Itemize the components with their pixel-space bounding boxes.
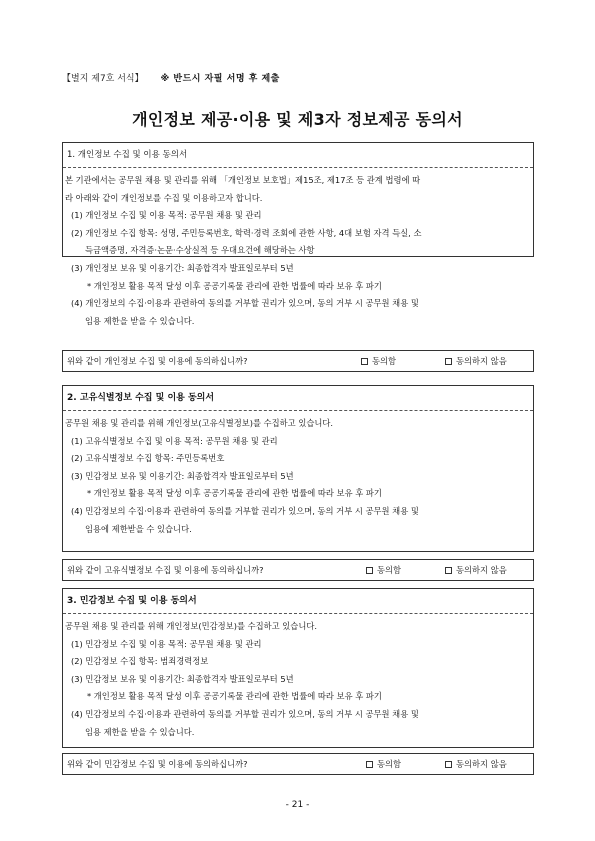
agree-option[interactable]	[366, 560, 401, 580]
list-note: * 개인정보 활용 목적 달성 이후 공공기록물 관리에 관한 법률에 따라 보유 후 파기	[87, 280, 382, 291]
list-item: (3) 민감정보 보유 및 이용기간: 최종합격자 발표일로부터 5년	[71, 673, 294, 684]
intro-text: 본 기관에서는 공무원 채용 및 관리를 위해 「개인정보 보호법」제15조, 제17조 등 관계 법령에 따	[65, 175, 421, 185]
disagree-option[interactable]	[445, 560, 507, 580]
consent-question: 위와 같이 고유식별정보 수집 및 이용에 동의하십니까?	[67, 565, 264, 575]
section-body	[63, 411, 533, 542]
list-item: (4) 개인정보의 수집·이용과 관련하여 동의를 거부할 권리가 있으며, 동의 거부 시 공무원 채용 및	[71, 298, 419, 309]
signature-note: ※ 반드시 자필 서명 후 제출	[160, 74, 280, 84]
intro-text: 라 아래와 같이 개인정보를 수집 및 이용하고자 합니다.	[65, 192, 263, 203]
list-item: (1) 민감정보 수집 및 이용 목적: 공무원 채용 및 관리	[71, 638, 262, 649]
consent-question: 위와 같이 민감정보 수집 및 이용에 동의하십니까?	[67, 759, 248, 769]
list-item: (4) 민감정보의 수집·이용과 관련하여 동의를 거부할 권리가 있으며, 동의 거부 시 공무원 채용 및	[71, 505, 419, 516]
agree-checkbox[interactable]	[366, 567, 373, 574]
section-personal-info	[62, 142, 534, 326]
list-item: (3) 개인정보 보유 및 이용기간: 최종합격자 발표일로부터 5년	[71, 262, 294, 273]
disagree-label: 동의하지 않음	[456, 565, 507, 575]
document-title: 개인정보 제공·이용 및 제3자 정보제공 동의서	[132, 110, 463, 129]
consent-row-unique-id-info	[62, 559, 534, 581]
agree-checkbox[interactable]	[361, 358, 368, 365]
consent-row-sensitive-info	[62, 753, 534, 775]
form-number: 【별지 제7호 서식】	[62, 74, 144, 84]
list-item: (1) 개인정보 수집 및 이용 목적: 공무원 채용 및 관리	[71, 210, 262, 221]
agree-option[interactable]	[366, 754, 401, 774]
agree-label: 동의함	[377, 759, 402, 769]
disagree-label: 동의하지 않음	[456, 759, 507, 769]
disagree-checkbox[interactable]	[445, 358, 452, 365]
list-item: 임용 제한을 받을 수 있습니다.	[85, 315, 195, 326]
section-heading: 3. 민감정보 수집 및 이용 동의서	[63, 589, 533, 614]
list-item: (3) 민감정보 보유 및 이용기간: 최종합격자 발표일로부터 5년	[71, 470, 294, 481]
disagree-label: 동의하지 않음	[456, 356, 507, 366]
section-sensitive-info	[62, 588, 534, 748]
section-heading: 2. 고유식별정보 수집 및 이용 동의서	[63, 386, 533, 411]
agree-checkbox[interactable]	[366, 761, 373, 768]
list-item: 임용에 제한받을 수 있습니다.	[85, 523, 192, 534]
section-unique-id-info	[62, 385, 534, 552]
page-number: - 21 -	[285, 800, 310, 810]
intro-text: 공무원 채용 및 관리를 위해 개인정보(민감정보)를 수집하고 있습니다.	[65, 621, 317, 631]
list-item: (1) 고유식별정보 수집 및 이용 목적: 공무원 채용 및 관리	[71, 435, 278, 446]
intro-text: 공무원 채용 및 관리를 위해 개인정보(고유식별정보)를 수집하고 있습니다.	[65, 418, 334, 428]
agree-label: 동의함	[372, 356, 397, 366]
list-item: (2) 개인정보 수집 항목: 성명, 주민등록번호, 학력·경력 조회에 관한 사항, 4대 보험 자격 득실, 소	[71, 227, 422, 238]
list-note: * 개인정보 활용 목적 달성 이후 공공기록물 관리에 관한 법률에 따라 보유 후 파기	[87, 488, 382, 499]
consent-row-personal-info	[62, 350, 534, 372]
disagree-option[interactable]	[445, 351, 507, 371]
list-item: (2) 고유식별정보 수집 항목: 주민등록번호	[71, 453, 225, 464]
consent-question: 위와 같이 개인정보 수집 및 이용에 동의하십니까?	[67, 356, 248, 366]
form-header	[62, 71, 280, 84]
section-heading: 1. 개인정보 수집 및 이용 동의서	[63, 143, 533, 168]
list-item: 임용 제한을 받을 수 있습니다.	[85, 726, 195, 737]
agree-label: 동의함	[377, 565, 402, 575]
list-note: * 개인정보 활용 목적 달성 이후 공공기록물 관리에 관한 법률에 따라 보유 후 파기	[87, 691, 382, 702]
disagree-option[interactable]	[445, 754, 507, 774]
list-item: 득금액증명, 자격증·논문·수상실적 등 우대요건에 해당하는 사항	[85, 245, 315, 256]
section-body	[63, 614, 533, 745]
list-item: (4) 민감정보의 수집·이용과 관련하여 동의를 거부할 권리가 있으며, 동의 거부 시 공무원 채용 및	[71, 708, 419, 719]
section-body	[63, 168, 533, 334]
list-item: (2) 민감정보 수집 항목: 범죄경력정보	[71, 656, 209, 667]
disagree-checkbox[interactable]	[445, 761, 452, 768]
agree-option[interactable]	[361, 351, 396, 371]
disagree-checkbox[interactable]	[445, 567, 452, 574]
